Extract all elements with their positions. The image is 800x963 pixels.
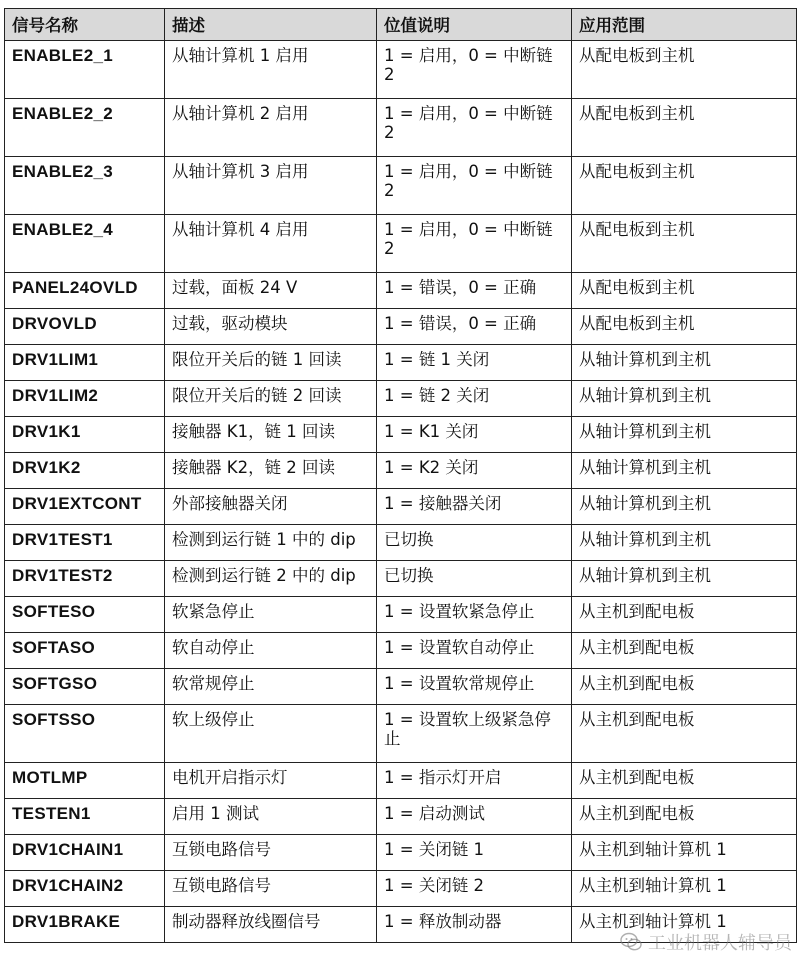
scope-cell: 从配电板到主机	[572, 99, 797, 157]
table-row	[5, 273, 797, 309]
table-row	[5, 799, 797, 835]
signal-name-cell: DRV1TEST1	[5, 525, 165, 561]
table-row	[5, 345, 797, 381]
scope-cell: 从主机到轴计算机 1	[572, 907, 797, 943]
description-cell: 限位开关后的链 1 回读	[165, 345, 377, 381]
bit-value-cell: 1 = 关闭链 1	[377, 835, 572, 871]
bit-value-cell: 1 = 链 1 关闭	[377, 345, 572, 381]
scope-cell: 从配电板到主机	[572, 309, 797, 345]
signal-name-cell: ENABLE2_4	[5, 215, 165, 273]
bit-value-cell: 1 = 启用，0 = 中断链 2	[377, 157, 572, 215]
bit-value-cell: 1 = 启用，0 = 中断链 2	[377, 41, 572, 99]
scope-cell: 从轴计算机到主机	[572, 417, 797, 453]
table-row	[5, 99, 797, 157]
scope-cell: 从轴计算机到主机	[572, 453, 797, 489]
description-cell: 互锁电路信号	[165, 871, 377, 907]
bit-value-cell: 已切换	[377, 525, 572, 561]
description-cell: 启用 1 测试	[165, 799, 377, 835]
table-row	[5, 561, 797, 597]
table-row	[5, 525, 797, 561]
header-bit-value: 位值说明	[377, 9, 572, 41]
bit-value-cell: 1 = K1 关闭	[377, 417, 572, 453]
table-row	[5, 381, 797, 417]
signal-name-cell: SOFTSSO	[5, 705, 165, 763]
bit-value-cell: 1 = 启用，0 = 中断链 2	[377, 215, 572, 273]
description-cell: 制动器释放线圈信号	[165, 907, 377, 943]
description-cell: 互锁电路信号	[165, 835, 377, 871]
header-description: 描述	[165, 9, 377, 41]
signal-name-cell: DRV1CHAIN2	[5, 871, 165, 907]
table-row	[5, 835, 797, 871]
scope-cell: 从轴计算机到主机	[572, 381, 797, 417]
signal-name-cell: DRV1K1	[5, 417, 165, 453]
description-cell: 过载，面板 24 V	[165, 273, 377, 309]
bit-value-cell: 1 = 错误，0 = 正确	[377, 273, 572, 309]
table-row	[5, 705, 797, 763]
scope-cell: 从主机到配电板	[572, 633, 797, 669]
description-cell: 软紧急停止	[165, 597, 377, 633]
scope-cell: 从主机到配电板	[572, 799, 797, 835]
description-cell: 软自动停止	[165, 633, 377, 669]
bit-value-cell: 1 = 关闭链 2	[377, 871, 572, 907]
signal-name-cell: TESTEN1	[5, 799, 165, 835]
watermark-text: 工业机器人辅导员	[648, 933, 792, 954]
table-row	[5, 215, 797, 273]
table-row	[5, 309, 797, 345]
scope-cell: 从主机到配电板	[572, 597, 797, 633]
signal-name-cell: ENABLE2_2	[5, 99, 165, 157]
signal-name-cell: MOTLMP	[5, 763, 165, 799]
table-row	[5, 157, 797, 215]
description-cell: 从轴计算机 2 启用	[165, 99, 377, 157]
table-row	[5, 489, 797, 525]
scope-cell: 从轴计算机到主机	[572, 525, 797, 561]
description-cell: 从轴计算机 4 启用	[165, 215, 377, 273]
bit-value-cell: 已切换	[377, 561, 572, 597]
bit-value-cell: 1 = 启用，0 = 中断链 2	[377, 99, 572, 157]
table-row	[5, 41, 797, 99]
signal-name-cell: SOFTASO	[5, 633, 165, 669]
bit-value-cell: 1 = 链 2 关闭	[377, 381, 572, 417]
table-row	[5, 417, 797, 453]
signal-name-cell: DRV1LIM1	[5, 345, 165, 381]
bit-value-cell: 1 = 启动测试	[377, 799, 572, 835]
bit-value-cell: 1 = 释放制动器	[377, 907, 572, 943]
signal-name-cell: SOFTESO	[5, 597, 165, 633]
scope-cell: 从主机到轴计算机 1	[572, 835, 797, 871]
description-cell: 从轴计算机 1 启用	[165, 41, 377, 99]
description-cell: 软上级停止	[165, 705, 377, 763]
table-body	[5, 41, 797, 943]
bit-value-cell: 1 = K2 关闭	[377, 453, 572, 489]
signal-name-cell: ENABLE2_1	[5, 41, 165, 99]
scope-cell: 从配电板到主机	[572, 215, 797, 273]
scope-cell: 从轴计算机到主机	[572, 489, 797, 525]
signal-name-cell: DRV1LIM2	[5, 381, 165, 417]
table-row	[5, 453, 797, 489]
description-cell: 外部接触器关闭	[165, 489, 377, 525]
bit-value-cell: 1 = 设置软紧急停止	[377, 597, 572, 633]
bit-value-cell: 1 = 设置软常规停止	[377, 669, 572, 705]
bit-value-cell: 1 = 设置软上级紧急停止	[377, 705, 572, 763]
description-cell: 检测到运行链 2 中的 dip	[165, 561, 377, 597]
table-row	[5, 597, 797, 633]
description-cell: 电机开启指示灯	[165, 763, 377, 799]
scope-cell: 从配电板到主机	[572, 157, 797, 215]
description-cell: 软常规停止	[165, 669, 377, 705]
description-cell: 从轴计算机 3 启用	[165, 157, 377, 215]
description-cell: 限位开关后的链 2 回读	[165, 381, 377, 417]
signal-name-cell: DRV1CHAIN1	[5, 835, 165, 871]
scope-cell: 从配电板到主机	[572, 41, 797, 99]
signal-name-cell: DRV1TEST2	[5, 561, 165, 597]
bit-value-cell: 1 = 错误，0 = 正确	[377, 309, 572, 345]
description-cell: 检测到运行链 1 中的 dip	[165, 525, 377, 561]
table-row	[5, 763, 797, 799]
bit-value-cell: 1 = 接触器关闭	[377, 489, 572, 525]
signal-name-cell: ENABLE2_3	[5, 157, 165, 215]
signal-name-cell: DRV1K2	[5, 453, 165, 489]
header-signal-name: 信号名称	[5, 9, 165, 41]
table-header-row	[5, 9, 797, 41]
table-row	[5, 633, 797, 669]
signal-name-cell: DRV1EXTCONT	[5, 489, 165, 525]
scope-cell: 从配电板到主机	[572, 273, 797, 309]
signal-name-cell: DRV1BRAKE	[5, 907, 165, 943]
header-scope: 应用范围	[572, 9, 797, 41]
table-row	[5, 871, 797, 907]
scope-cell: 从主机到配电板	[572, 763, 797, 799]
scope-cell: 从轴计算机到主机	[572, 561, 797, 597]
bit-value-cell: 1 = 设置软自动停止	[377, 633, 572, 669]
bit-value-cell: 1 = 指示灯开启	[377, 763, 572, 799]
scope-cell: 从主机到配电板	[572, 669, 797, 705]
description-cell: 过载，驱动模块	[165, 309, 377, 345]
signal-table	[4, 8, 797, 943]
scope-cell: 从主机到轴计算机 1	[572, 871, 797, 907]
description-cell: 接触器 K2，链 2 回读	[165, 453, 377, 489]
signal-name-cell: DRVOVLD	[5, 309, 165, 345]
description-cell: 接触器 K1，链 1 回读	[165, 417, 377, 453]
table-row	[5, 907, 797, 943]
signal-name-cell: SOFTGSO	[5, 669, 165, 705]
table-row	[5, 669, 797, 705]
signal-name-cell: PANEL24OVLD	[5, 273, 165, 309]
scope-cell: 从轴计算机到主机	[572, 345, 797, 381]
scope-cell: 从主机到配电板	[572, 705, 797, 763]
